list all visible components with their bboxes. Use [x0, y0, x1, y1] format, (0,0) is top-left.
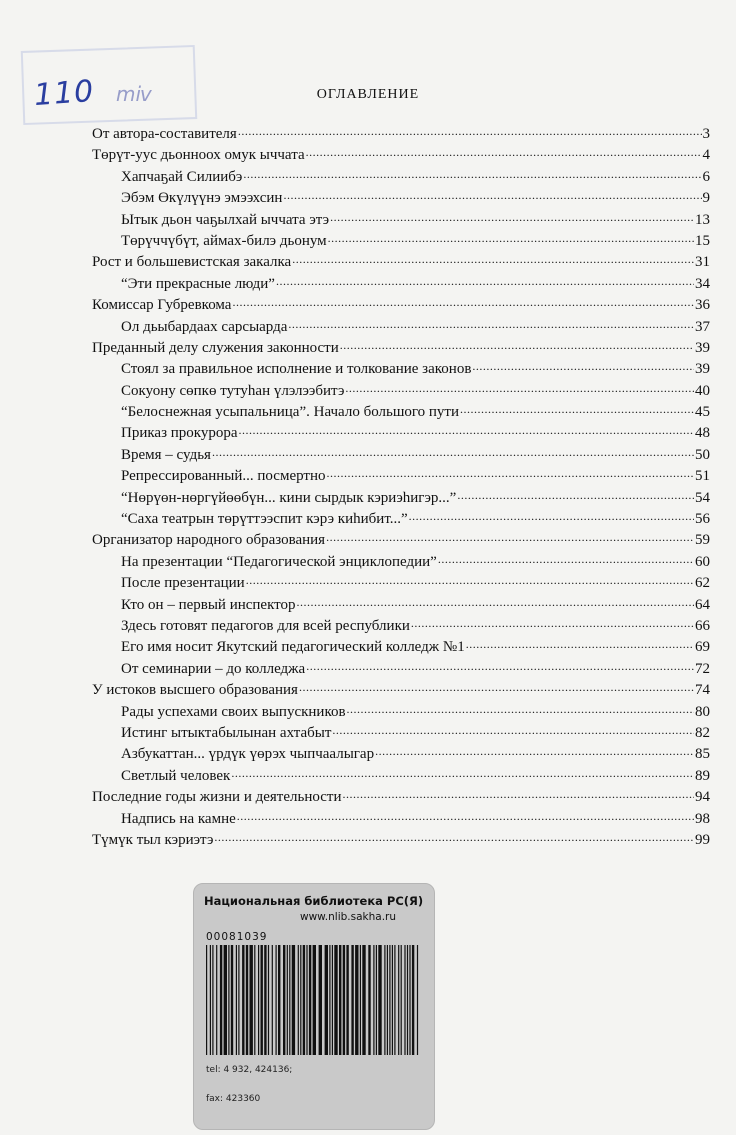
toc-leader-dots	[472, 358, 694, 375]
barcode	[204, 945, 424, 1055]
toc-entry-page: 4	[702, 147, 710, 164]
toc-leader-dots	[332, 722, 694, 739]
barcode-bar	[292, 945, 295, 1055]
barcode-bar	[228, 945, 229, 1055]
toc-entry-title: У истоков высшего образования	[92, 682, 298, 699]
toc-entry-title: “Саха театрын төрүттээспит кэрэ киһибит...”	[121, 511, 408, 528]
barcode-bar	[258, 945, 259, 1055]
barcode-bar	[276, 945, 277, 1055]
barcode-bar	[224, 945, 227, 1055]
toc-entry-page: 85	[695, 746, 710, 763]
toc-entry-title: Ол дьыбардаах сарсыарда	[121, 318, 288, 335]
toc-leader-dots	[306, 658, 694, 675]
toc-entry-title: Рады успехами своих выпускников	[121, 703, 346, 720]
toc-entry-page: 39	[695, 361, 710, 378]
toc-entry-page: 36	[695, 297, 710, 314]
toc-leader-dots	[232, 294, 694, 311]
toc-leader-dots	[457, 487, 694, 504]
barcode-bar	[412, 945, 414, 1055]
barcode-bar	[210, 945, 211, 1055]
barcode-bar	[404, 945, 405, 1055]
toc-entry-page: 34	[695, 275, 710, 292]
toc-entry-page: 56	[695, 511, 710, 528]
toc-entry-page: 62	[695, 575, 710, 592]
barcode-bar	[238, 945, 239, 1055]
toc-entry-page: 13	[695, 211, 710, 228]
toc-entry-title: Түмүк тыл кэриэтэ	[92, 831, 214, 848]
table-of-contents	[92, 126, 710, 853]
toc-entry-title: Преданный делу служения законности	[92, 339, 339, 356]
barcode-bar	[216, 945, 217, 1055]
library-fax: fax: 423360	[206, 1094, 261, 1104]
toc-entry-title: Сокуону сөпкө тутуһан үлэлээбитэ	[121, 382, 345, 399]
barcode-bar	[306, 945, 307, 1055]
toc-entry-title: Стоял за правильное исполнение и толкование законов	[121, 361, 472, 378]
toc-entry-title: Время – судья	[121, 446, 211, 463]
barcode-bar	[325, 945, 328, 1055]
library-url: www.nlib.sakha.ru	[300, 911, 397, 923]
barcode-bar	[212, 945, 213, 1055]
toc-leader-dots	[214, 829, 694, 846]
inventory-number: 00081039	[206, 931, 268, 943]
barcode-bar	[329, 945, 330, 1055]
toc-entry-page: 74	[695, 682, 710, 699]
toc-entry-page: 54	[695, 489, 710, 506]
toc-entry-title: От семинарии – до колледжа	[121, 660, 306, 677]
handwritten-signature: ⅿⅳ	[116, 82, 152, 106]
toc-entry-title: Приказ прокурора	[121, 425, 238, 442]
barcode-bar	[362, 945, 365, 1055]
barcode-bar	[401, 945, 402, 1055]
barcode-bar	[339, 945, 341, 1055]
library-barcode-sticker	[193, 883, 435, 1130]
barcode-bar	[289, 945, 290, 1055]
toc-entry-page: 69	[695, 639, 710, 656]
toc-entry-page: 94	[695, 789, 710, 806]
library-phone: tel: 4 932, 424136;	[206, 1065, 293, 1075]
toc-leader-dots	[276, 273, 694, 290]
toc-entry-title: Хапчаҕай Силиибэ	[121, 168, 243, 185]
barcode-bar	[319, 945, 322, 1055]
toc-entry-title: Азбукаттан... үрдүк үөрэх чыпчаалыгар	[121, 746, 375, 763]
toc-entry-page: 50	[695, 446, 710, 463]
barcode-bar	[283, 945, 285, 1055]
toc-leader-dots	[460, 401, 694, 418]
toc-leader-dots	[342, 786, 694, 803]
toc-leader-dots	[306, 144, 702, 161]
toc-entry-title: Кто он – первый инспектор	[121, 596, 296, 613]
toc-leader-dots	[239, 422, 694, 439]
toc-leader-dots	[292, 251, 694, 268]
barcode-bar	[242, 945, 244, 1055]
barcode-bar	[278, 945, 280, 1055]
toc-entry-title: Надпись на камне	[121, 810, 236, 827]
toc-entry-page: 66	[695, 617, 710, 634]
toc-entry-title: На презентации “Педагогической энциклопедии”	[121, 553, 437, 570]
barcode-bar	[231, 945, 233, 1055]
library-name: Национальная библиотека РС(Я)	[204, 894, 424, 908]
barcode-bar	[351, 945, 353, 1055]
toc-entry-title: “Белоснежная усыпальница”. Начало большого пути	[121, 404, 460, 421]
toc-entry-page: 6	[702, 168, 710, 185]
barcode-bar	[261, 945, 263, 1055]
barcode-bar	[394, 945, 395, 1055]
toc-entry-title: Төрүччүбүт, аймах-билэ дьонум	[121, 232, 327, 249]
barcode-bar	[298, 945, 299, 1055]
toc-leader-dots	[411, 615, 694, 632]
toc-leader-dots	[299, 679, 694, 696]
barcode-bar	[334, 945, 337, 1055]
barcode-bar	[389, 945, 390, 1055]
toc-leader-dots	[345, 380, 694, 397]
toc-leader-dots	[231, 765, 694, 782]
toc-entry-title: Төрүт-уус дьонноох омук ыччата	[92, 147, 305, 164]
toc-entry-page: 45	[695, 404, 710, 421]
barcode-bar	[246, 945, 248, 1055]
barcode-bar	[417, 945, 418, 1055]
barcode-bar	[384, 945, 385, 1055]
toc-leader-dots	[297, 594, 694, 611]
toc-entry-title: Его имя носит Якутский педагогический колледж №1	[121, 639, 465, 656]
toc-leader-dots	[243, 166, 701, 183]
barcode-bar	[272, 945, 273, 1055]
barcode-bar	[309, 945, 311, 1055]
toc-leader-dots	[330, 209, 694, 226]
barcode-bar	[332, 945, 333, 1055]
toc-leader-dots	[237, 808, 694, 825]
barcode-bar	[303, 945, 305, 1055]
barcode-bar	[268, 945, 269, 1055]
toc-entry-title: “Нөрүөн-нөргүйөөбүн... кини сырдык кэриэһигэр...”	[121, 489, 457, 506]
handwritten-page-number: 110	[32, 73, 96, 114]
barcode-bar	[376, 945, 377, 1055]
barcode-bar	[378, 945, 381, 1055]
toc-entry-page: 59	[695, 532, 710, 549]
toc-entry-title: Последние годы жизни и деятельности	[92, 789, 342, 806]
toc-leader-dots	[438, 551, 694, 568]
toc-entry-page: 98	[695, 810, 710, 827]
barcode-bar	[346, 945, 348, 1055]
toc-entry-page: 9	[702, 190, 710, 207]
toc-leader-dots	[327, 465, 695, 482]
toc-leader-dots	[246, 572, 694, 589]
toc-entry-page: 40	[695, 382, 710, 399]
toc-entry-title: Истинг ытыктабылынан ахтабыт	[121, 724, 332, 741]
toc-leader-dots	[347, 701, 694, 718]
toc-entry-page: 39	[695, 339, 710, 356]
barcode-bar	[264, 945, 266, 1055]
toc-entry-page: 72	[695, 660, 710, 677]
toc-leader-dots	[288, 316, 694, 333]
toc-leader-dots	[283, 187, 701, 204]
toc-entry-page: 48	[695, 425, 710, 442]
toc-leader-dots	[340, 337, 694, 354]
toc-entry-title: Ытык дьон чаҕылхай ыччата этэ	[121, 211, 330, 228]
barcode-bar	[407, 945, 408, 1055]
toc-entry-page: 82	[695, 724, 710, 741]
barcode-bar	[220, 945, 222, 1055]
toc-entry-page: 3	[702, 126, 710, 142]
barcode-bar	[387, 945, 388, 1055]
toc-entry-title: Светлый человек	[121, 767, 231, 784]
toc-entry-title: Репрессированный... посмертно	[121, 468, 326, 485]
toc-entry-page: 31	[695, 254, 710, 271]
barcode-bar	[392, 945, 393, 1055]
barcode-bar	[355, 945, 358, 1055]
toc-entry-page: 60	[695, 553, 710, 570]
barcode-bar	[236, 945, 237, 1055]
barcode-bar	[398, 945, 399, 1055]
toc-entry-page: 64	[695, 596, 710, 613]
toc-entry	[92, 832, 710, 853]
toc-entry-page: 89	[695, 767, 710, 784]
toc-entry-page: 51	[695, 468, 710, 485]
barcode-bar	[368, 945, 370, 1055]
toc-leader-dots	[328, 230, 694, 247]
toc-entry-title: После презентации	[121, 575, 245, 592]
toc-leader-dots	[466, 636, 694, 653]
toc-entry-title: Организатор народного образования	[92, 532, 326, 549]
toc-entry-title: Эбэм Өкүлүүнэ эмээхсин	[121, 190, 283, 207]
barcode-bar	[409, 945, 410, 1055]
barcode-bar	[206, 945, 207, 1055]
toc-entry-page: 37	[695, 318, 710, 335]
barcode-bar	[343, 945, 345, 1055]
toc-entry-title: Здесь готовят педагогов для всей республики	[121, 617, 410, 634]
toc-leader-dots	[409, 508, 694, 525]
toc-leader-dots	[238, 123, 702, 140]
toc-entry-page: 15	[695, 232, 710, 249]
toc-entry-title: Комиссар Губревкома	[92, 297, 232, 314]
barcode-bar	[313, 945, 316, 1055]
toc-entry-title: От автора-составителя	[92, 126, 237, 142]
toc-entry-page: 80	[695, 703, 710, 720]
toc-entry-page: 99	[695, 831, 710, 848]
toc-leader-dots	[326, 529, 694, 546]
toc-title: ОГЛАВЛЕНИЕ	[316, 87, 420, 102]
barcode-bar	[300, 945, 301, 1055]
barcode-bar	[360, 945, 361, 1055]
toc-leader-dots	[375, 743, 694, 760]
toc-leader-dots	[212, 444, 694, 461]
barcode-bar	[250, 945, 253, 1055]
barcode-bar	[373, 945, 374, 1055]
toc-entry-title: “Эти прекрасные люди”	[121, 275, 275, 292]
barcode-bar	[287, 945, 288, 1055]
barcode-bar	[254, 945, 255, 1055]
toc-entry-title: Рост и большевистская закалка	[92, 254, 292, 271]
